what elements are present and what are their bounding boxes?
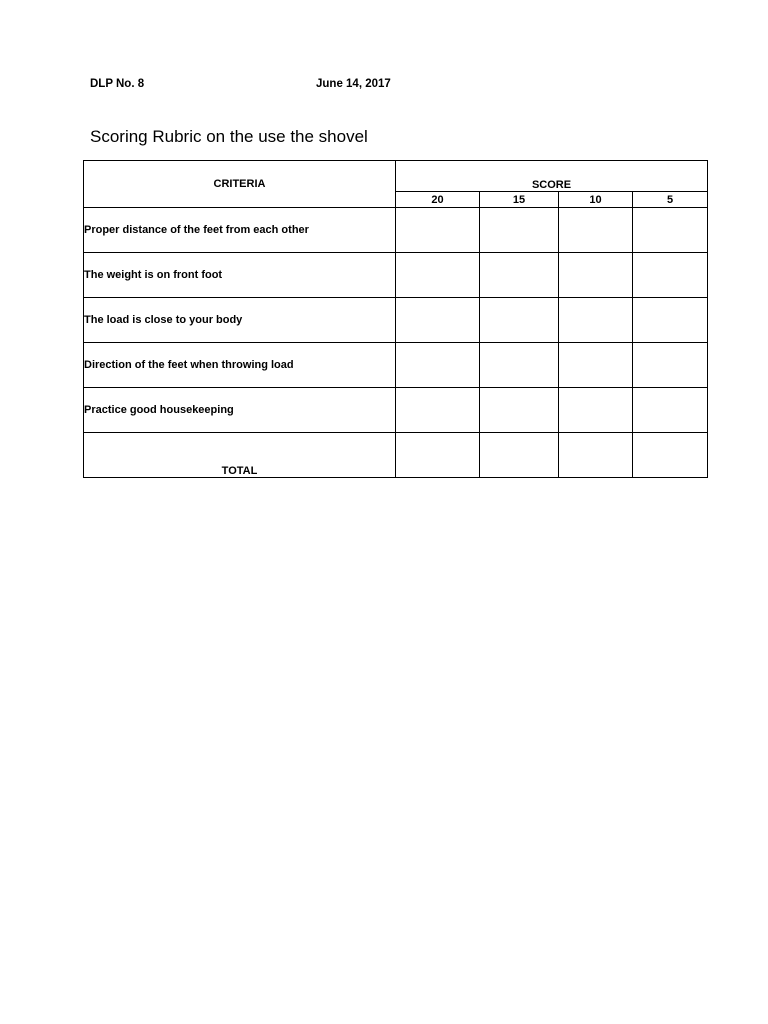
score-cell[interactable] [396,343,480,388]
score-cell[interactable] [396,298,480,343]
score-cell[interactable] [633,208,708,253]
score-cell[interactable] [480,208,559,253]
score-cell[interactable] [559,388,633,433]
score-cell[interactable] [480,388,559,433]
criterion-label: Practice good housekeeping [84,388,396,433]
score-cell[interactable] [396,208,480,253]
score-cell[interactable] [633,298,708,343]
total-cell[interactable] [633,433,708,478]
score-cell[interactable] [633,388,708,433]
score-cell[interactable] [633,343,708,388]
criterion-label: The load is close to your body [84,298,396,343]
total-label: TOTAL [84,433,396,478]
score-cell[interactable] [559,343,633,388]
table-row [84,208,708,253]
table-row [84,253,708,298]
score-cell[interactable] [559,208,633,253]
score-column-15: 15 [480,192,559,208]
score-cell[interactable] [559,298,633,343]
table-row [84,298,708,343]
score-cell[interactable] [396,388,480,433]
table-row [84,388,708,433]
score-cell[interactable] [396,253,480,298]
document-date: June 14, 2017 [316,78,391,90]
criterion-label: The weight is on front foot [84,253,396,298]
score-column-10: 10 [559,192,633,208]
total-row [84,433,708,478]
dlp-number: DLP No. 8 [90,78,145,90]
score-cell[interactable] [480,343,559,388]
score-cell[interactable] [559,253,633,298]
criterion-label: Direction of the feet when throwing load [84,343,396,388]
score-column-20: 20 [396,192,480,208]
table-row [84,343,708,388]
score-column-5: 5 [633,192,708,208]
page-title: Scoring Rubric on the use the shovel [90,127,368,146]
total-cell[interactable] [559,433,633,478]
score-cell[interactable] [633,253,708,298]
scoring-rubric-table [83,160,708,478]
score-cell[interactable] [480,253,559,298]
total-cell[interactable] [396,433,480,478]
criteria-header: CRITERIA [84,161,396,208]
score-header: SCORE [396,161,708,192]
total-cell[interactable] [480,433,559,478]
criterion-label: Proper distance of the feet from each other [84,208,396,253]
score-cell[interactable] [480,298,559,343]
